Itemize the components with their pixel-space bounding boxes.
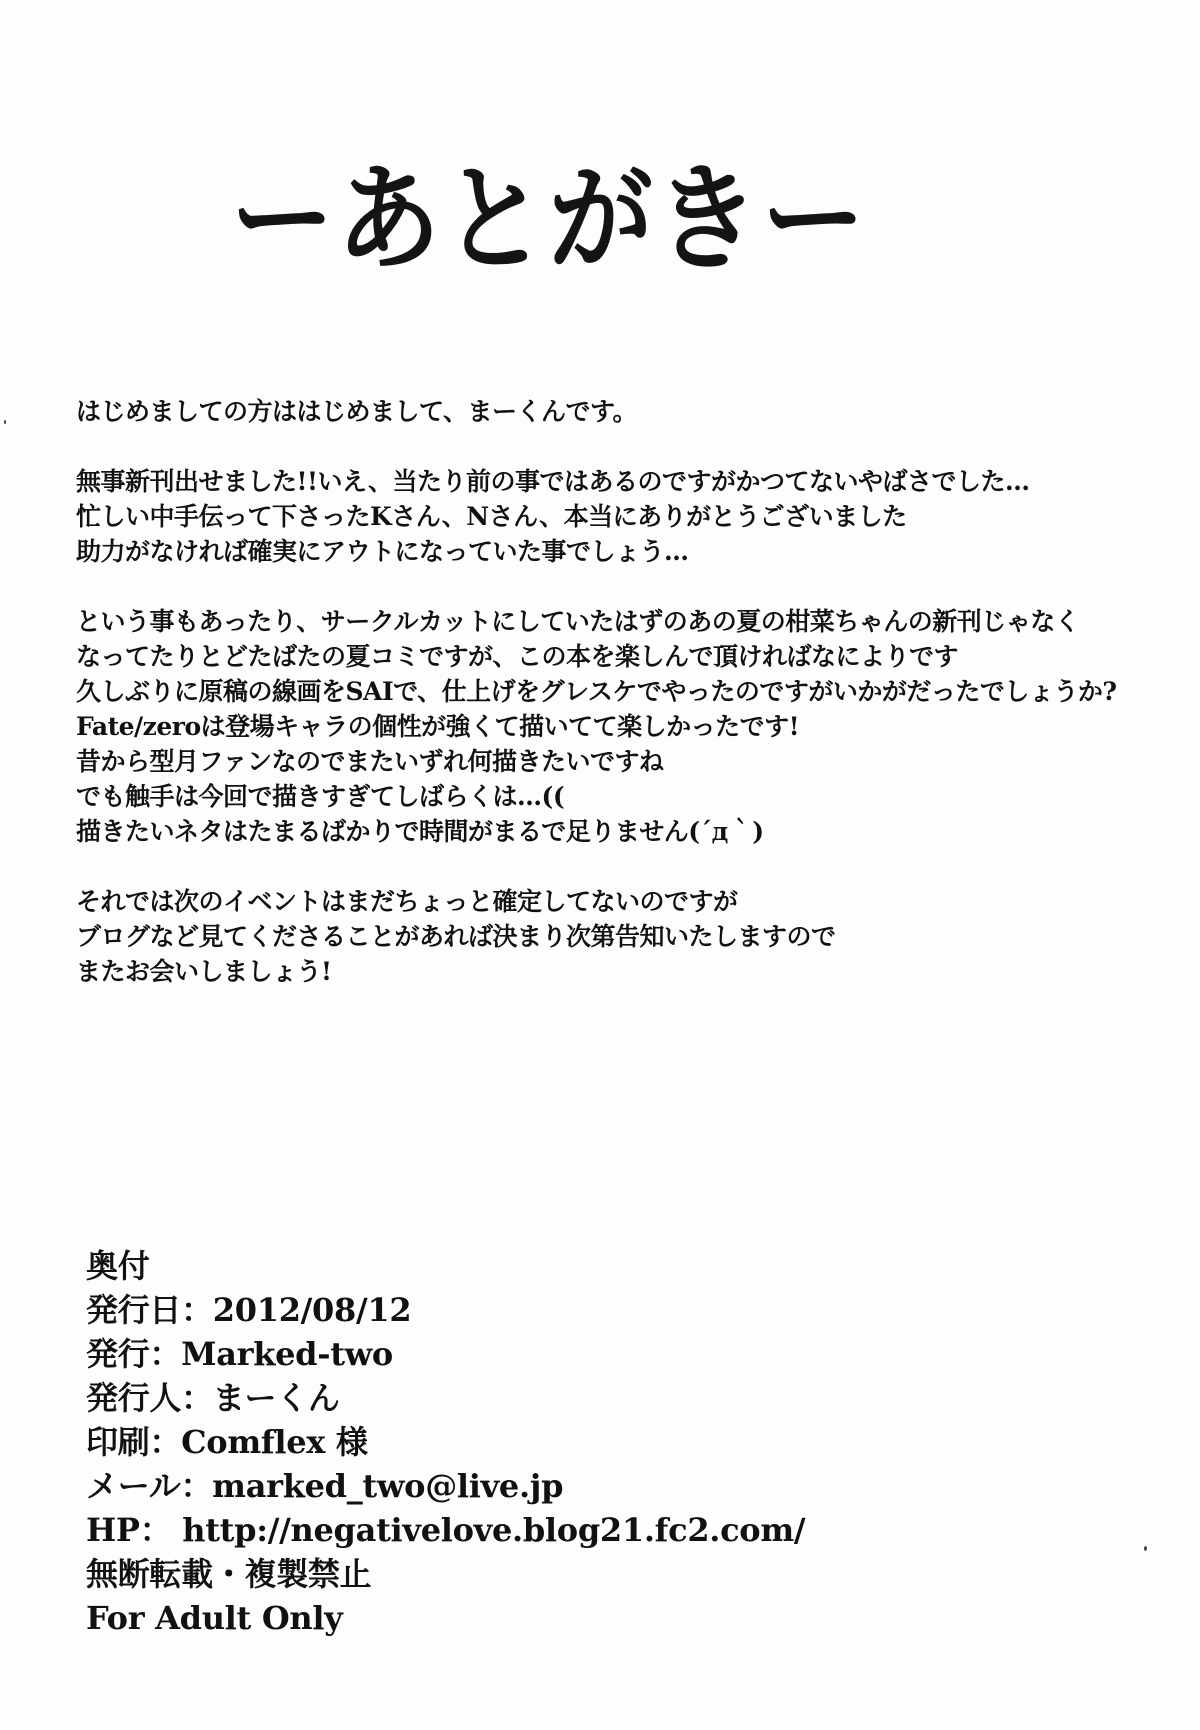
email-address: メール：marked_two@live.jp	[86, 1467, 564, 1505]
copyright-notice: 無断転載・複製禁止	[86, 1555, 372, 1593]
author: 発行人：まーくん	[86, 1379, 340, 1417]
text-line: 久しぶりに原稿の線画をSAIで、仕上げをグレスケでやったのですがいかがだったでしょうか?	[76, 677, 1117, 706]
paragraph-closing	[76, 884, 1136, 989]
paragraph-release	[76, 464, 1136, 569]
text-line: 忙しい中手伝って下さったKさん、Nさん、本当にありがとうございました	[76, 502, 907, 531]
text-line: という事もあったり、サークルカットにしていたはずのあの夏の柑菜ちゃんの新刊じゃなく	[76, 607, 1080, 636]
text-line: なってたりとどたばたの夏コミですが、この本を楽しんで頂ければなによりです	[76, 642, 959, 671]
colophon	[86, 1244, 986, 1640]
text-line: またお会いしましょう!	[76, 957, 332, 986]
text-line: 昔から型月ファンなのでまたいずれ何描きたいですね	[76, 747, 664, 776]
adult-rating: For Adult Only	[86, 1599, 343, 1637]
text-line: 助力がなければ確実にアウトになっていた事でしょう…	[76, 537, 689, 566]
text-line: Fate/zeroは登場キャラの個性が強くて描いてて楽しかったです!	[76, 712, 800, 741]
printer: 印刷：Comflex 様	[86, 1423, 368, 1461]
text-line: それでは次のイベントはまだちょっと確定してないのですが	[76, 887, 738, 916]
text-line: ブログなど見てくださることがあれば決まり次第告知いたしますので	[76, 922, 836, 951]
text-line: 描きたいネタはたまるばかりで時間がまるで足りません(´д｀)	[76, 817, 764, 846]
text-line: はじめましての方ははじめまして、まーくんです。	[76, 397, 638, 426]
publish-date: 発行日：2012/08/12	[86, 1291, 412, 1329]
afterword-body	[76, 394, 1136, 1024]
scan-speck	[4, 420, 6, 424]
scan-speck	[1144, 1546, 1147, 1551]
text-line: でも触手は今回で描きすぎてしばらくは…((	[76, 782, 565, 811]
colophon-heading: 奥付	[86, 1247, 150, 1285]
homepage-url: HP： http://negativelove.blog21.fc2.com/	[86, 1511, 806, 1549]
paragraph-greeting	[76, 394, 1136, 429]
publisher: 発行：Marked-two	[86, 1335, 393, 1373]
page-title: ーあとがきー	[230, 152, 868, 287]
text-line: 無事新刊出せました!!いえ、当たり前の事ではあるのですがかつてないやばさでした…	[76, 467, 1030, 496]
paragraph-comiket	[76, 604, 1136, 849]
